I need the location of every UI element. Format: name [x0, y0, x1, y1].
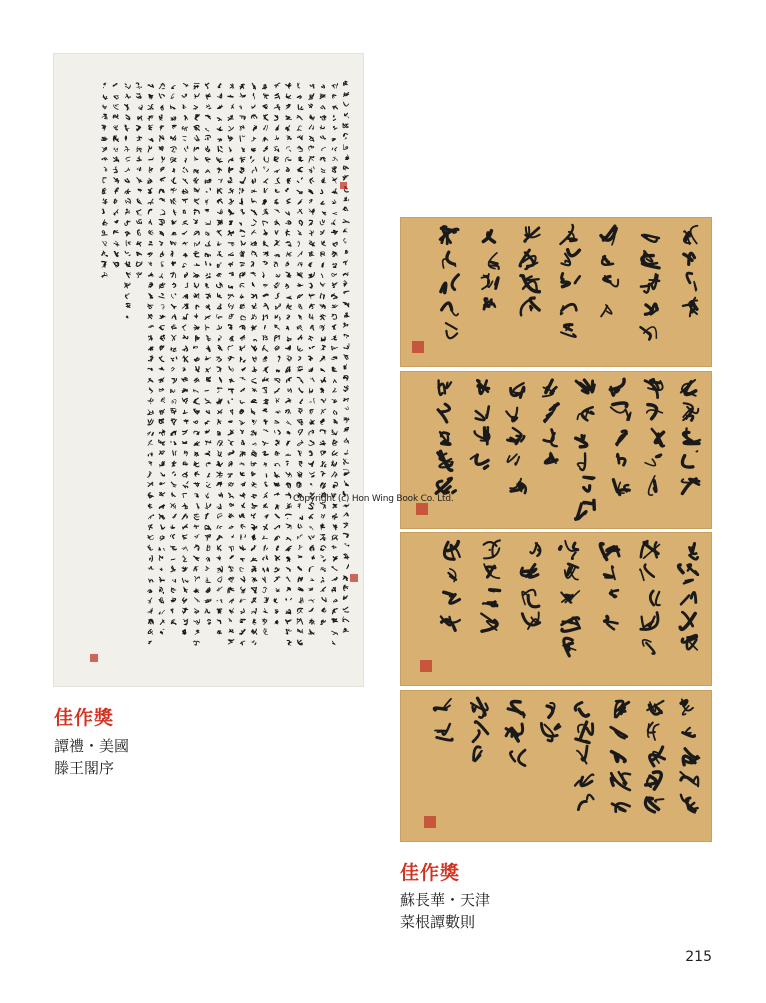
author-right: 蘇長華・天津 — [400, 891, 491, 909]
caption-right — [400, 889, 490, 933]
page-number: 215 — [685, 949, 712, 965]
calligraphy-scroll-left-image — [54, 54, 364, 687]
work-title-left: 滕王閣序 — [54, 759, 115, 777]
work-title-right: 菜根譚數則 — [400, 913, 476, 931]
calligraphy-panel-3-image — [400, 532, 712, 686]
calligraphy-panel-4-image — [400, 690, 712, 842]
award-label-left: 佳作獎 — [54, 707, 115, 729]
calligraphy-panel-1 — [400, 217, 712, 367]
calligraphy-panel-4 — [400, 690, 712, 842]
calligraphy-panel-1-image — [400, 217, 712, 367]
calligraphy-panel-2 — [400, 371, 712, 529]
caption-left — [54, 735, 129, 779]
copyright-watermark: Copyright (c) Hon Wing Book Co. Ltd. — [293, 494, 454, 504]
calligraphy-scroll-left — [53, 53, 364, 687]
calligraphy-panel-2-image — [400, 371, 712, 529]
award-label-right: 佳作獎 — [400, 862, 461, 884]
author-left: 譚禮・美國 — [54, 737, 130, 755]
calligraphy-panel-3 — [400, 532, 712, 686]
